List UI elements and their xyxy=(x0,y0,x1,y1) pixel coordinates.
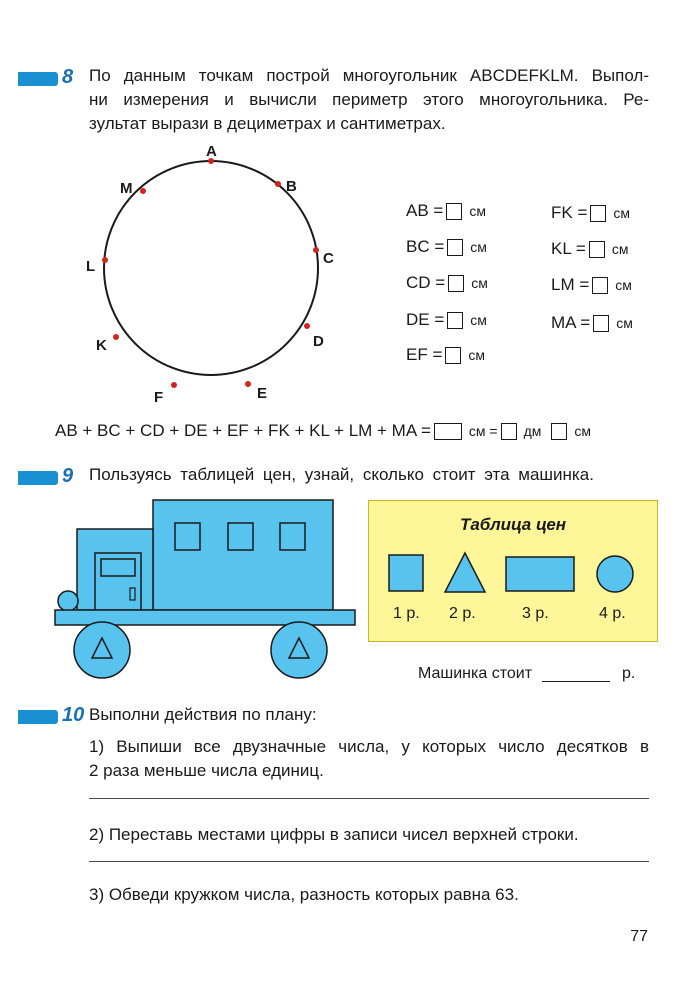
segment-label: BC = xyxy=(406,237,445,256)
segment-ef xyxy=(406,345,485,365)
point-e-label: E xyxy=(257,385,268,402)
truck-figure xyxy=(50,495,360,680)
perimeter-sum xyxy=(55,421,591,441)
answer-box[interactable] xyxy=(448,275,464,292)
answer-box[interactable] xyxy=(593,315,609,332)
unit-cm: см xyxy=(613,205,630,221)
price-triangle: 2 р. xyxy=(449,605,476,622)
price-square: 1 р. xyxy=(393,605,420,622)
sum-cm-rest-box[interactable] xyxy=(551,423,567,440)
answer-box[interactable] xyxy=(447,312,463,329)
price-circle: 4 р. xyxy=(599,605,626,622)
task-9-line: Пользуясь таблицей цен, узнай, сколько стоит эта машинка. xyxy=(89,465,594,484)
segment-bc xyxy=(406,237,487,257)
segment-label: CD = xyxy=(406,273,446,292)
point-b-label: B xyxy=(286,178,297,195)
point-b-dot xyxy=(275,181,281,187)
point-k-dot xyxy=(113,334,119,340)
segment-label: AB = xyxy=(406,201,444,220)
answer-prefix: Машинка стоит xyxy=(418,665,533,682)
price-rectangle: 3 р. xyxy=(522,605,549,622)
answer-box[interactable] xyxy=(590,205,606,222)
truck-cargo-rect xyxy=(153,500,333,610)
unit-cm: см xyxy=(469,203,486,219)
point-f-label: F xyxy=(154,389,164,406)
point-c-label: C xyxy=(323,250,334,267)
task-10-step-3 xyxy=(89,883,649,907)
answer-box[interactable] xyxy=(592,277,608,294)
answer-line-2[interactable] xyxy=(89,861,649,862)
unit-cm-end: см xyxy=(574,423,592,439)
point-c-dot xyxy=(313,247,319,253)
unit-cm: см xyxy=(611,241,629,257)
segment-ma xyxy=(551,313,633,333)
step-3-line: 3) Обведи кружком числа, разность которых равна 63. xyxy=(89,885,519,904)
page-number: 77 xyxy=(630,928,648,945)
answer-suffix: р. xyxy=(622,665,636,682)
unit-cm: см xyxy=(615,277,632,293)
headlight-circle xyxy=(58,591,78,611)
point-d-label: D xyxy=(313,333,324,350)
square-shape xyxy=(389,555,423,591)
door-handle xyxy=(130,588,135,600)
step-1-line-2: 2 раза меньше числа единиц. xyxy=(89,761,324,780)
point-d-dot xyxy=(304,323,310,329)
sum-cm-box[interactable] xyxy=(434,423,462,440)
segment-kl xyxy=(551,239,628,259)
task-8-line-3: зультат вырази в дециметрах и сантиметрах. xyxy=(89,114,446,133)
step-2-line: 2) Переставь местами цифры в записи чисел верхней строки. xyxy=(89,825,579,844)
price-table-title: Таблица цен xyxy=(459,515,567,534)
segment-cd xyxy=(406,273,488,293)
unit-dm: дм xyxy=(523,423,542,439)
task-8-line-1: По данным точкам построй многоугольник ABCDEFKLM. Выпол- xyxy=(89,66,649,85)
segment-lm xyxy=(551,275,632,295)
unit-cm: см xyxy=(616,315,633,331)
unit-cm: см xyxy=(471,275,488,291)
window-square-2 xyxy=(228,523,253,550)
cab-window xyxy=(101,559,135,576)
segment-label: EF = xyxy=(406,345,443,364)
unit-cm-eq: см = xyxy=(468,423,498,439)
task-9-number: 9 xyxy=(62,465,74,487)
task-10-number: 10 xyxy=(62,704,85,726)
segment-label: FK = xyxy=(551,203,588,222)
window-square-3 xyxy=(280,523,305,550)
answer-line-1[interactable] xyxy=(89,798,649,799)
segment-label: KL = xyxy=(551,239,586,258)
front-wheel xyxy=(74,622,130,678)
task-marker-bar xyxy=(18,471,58,485)
task-8-text xyxy=(89,64,649,136)
point-k-label: K xyxy=(96,337,107,354)
window-square-1 xyxy=(175,523,200,550)
task-10-step-1 xyxy=(89,735,649,783)
task-8-number: 8 xyxy=(62,66,74,88)
point-l-dot xyxy=(102,257,108,263)
segment-label: DE = xyxy=(406,310,445,329)
task-10-intro-line: Выполни действия по плану: xyxy=(89,705,317,724)
price-table xyxy=(368,500,658,642)
point-e-dot xyxy=(245,381,251,387)
unit-cm: см xyxy=(470,312,487,328)
rectangle-shape xyxy=(506,557,574,591)
truck-price-answer xyxy=(418,665,635,683)
point-l-label: L xyxy=(86,258,96,275)
step-1-line-1: 1) Выпиши все двузначные числа, у которых число десятков в xyxy=(89,737,649,756)
answer-box[interactable] xyxy=(446,203,462,220)
answer-box[interactable] xyxy=(447,239,463,256)
answer-box[interactable] xyxy=(589,241,605,258)
answer-box[interactable] xyxy=(445,347,461,364)
triangle-shape xyxy=(445,553,485,592)
circle-shape xyxy=(597,556,633,592)
rear-wheel xyxy=(271,622,327,678)
segment-ab xyxy=(406,201,486,221)
point-m-label: M xyxy=(120,180,133,197)
segment-fk xyxy=(551,203,630,223)
point-m-dot xyxy=(140,188,146,194)
circle-diagram xyxy=(70,140,360,410)
unit-cm: см xyxy=(468,347,485,363)
task-8-line-2: ни измерения и вычисли периметр этого многоугольника. Ре- xyxy=(89,90,649,109)
task-marker-bar xyxy=(18,72,58,86)
segment-label: MA = xyxy=(551,313,591,332)
point-f-dot xyxy=(171,382,177,388)
point-a-label: A xyxy=(206,143,217,160)
unit-cm: см xyxy=(470,239,487,255)
task-10-intro xyxy=(89,703,649,727)
task-9-text xyxy=(89,463,629,487)
sum-dm-box[interactable] xyxy=(501,423,517,440)
answer-blank[interactable] xyxy=(542,667,610,682)
segment-de xyxy=(406,310,487,330)
task-marker-bar xyxy=(18,710,58,724)
segment-label: LM = xyxy=(551,275,590,294)
sum-expression: AB + BC + CD + DE + EF + FK + KL + LM + MA = xyxy=(55,421,431,440)
task-10-step-2 xyxy=(89,823,649,847)
